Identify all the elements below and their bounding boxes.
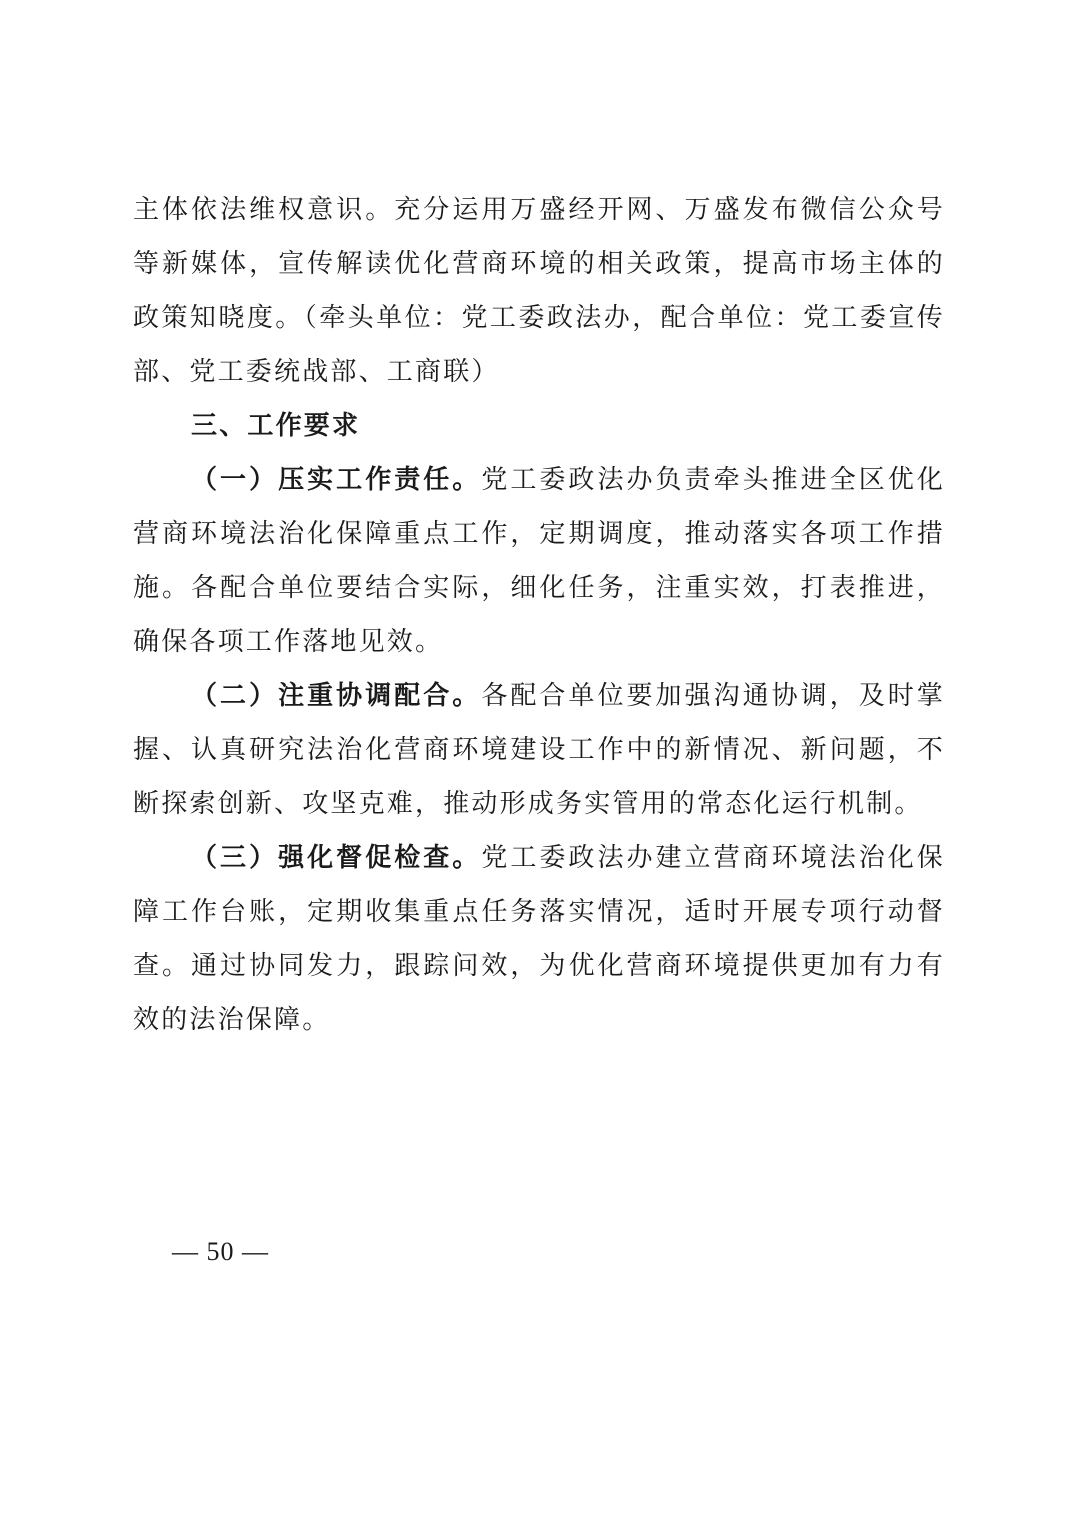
- paragraph-requirement-1: [133, 453, 945, 669]
- paragraph-continuation: 主体依法维权意识。充分运用万盛经开网、万盛发布微信公众号等新媒体，宣传解读优化营商环境的相关政策，提高市场主体的政策知晓度。（牵头单位：党工委政法办，配合单位：党工委宣传部、党工委统战部、工商联）: [133, 195, 945, 387]
- requirement-3-body: 党工委政法办建立营商环境法治化保障工作台账，定期收集重点任务落实情况，适时开展专项行动督查。通过协同发力，跟踪问效，为优化营商环境提供更加有力有效的法治保障。: [133, 843, 945, 1035]
- page-number: — 50 —: [172, 1237, 269, 1266]
- document-body: [133, 183, 945, 1047]
- requirement-2-label: （二）注重协调配合。: [191, 681, 482, 711]
- requirement-2-body: 各配合单位要加强沟通协调，及时掌握、认真研究法治化营商环境建设工作中的新情况、新问题，不断探索创新、攻坚克难，推动形成务实管用的常态化运行机制。: [133, 681, 945, 819]
- paragraph-requirement-2: [133, 669, 945, 831]
- requirement-3-label: （三）强化督促检查。: [191, 843, 482, 873]
- paragraph-requirement-3: [133, 831, 945, 1047]
- section-heading-work-requirements: 三、工作要求: [191, 411, 361, 441]
- requirement-1-body: 党工委政法办负责牵头推进全区优化营商环境法治化保障重点工作，定期调度，推动落实各项工作措施。各配合单位要结合实际，细化任务，注重实效，打表推进，确保各项工作落地见效。: [133, 465, 945, 657]
- requirement-1-label: （一）压实工作责任。: [191, 465, 482, 495]
